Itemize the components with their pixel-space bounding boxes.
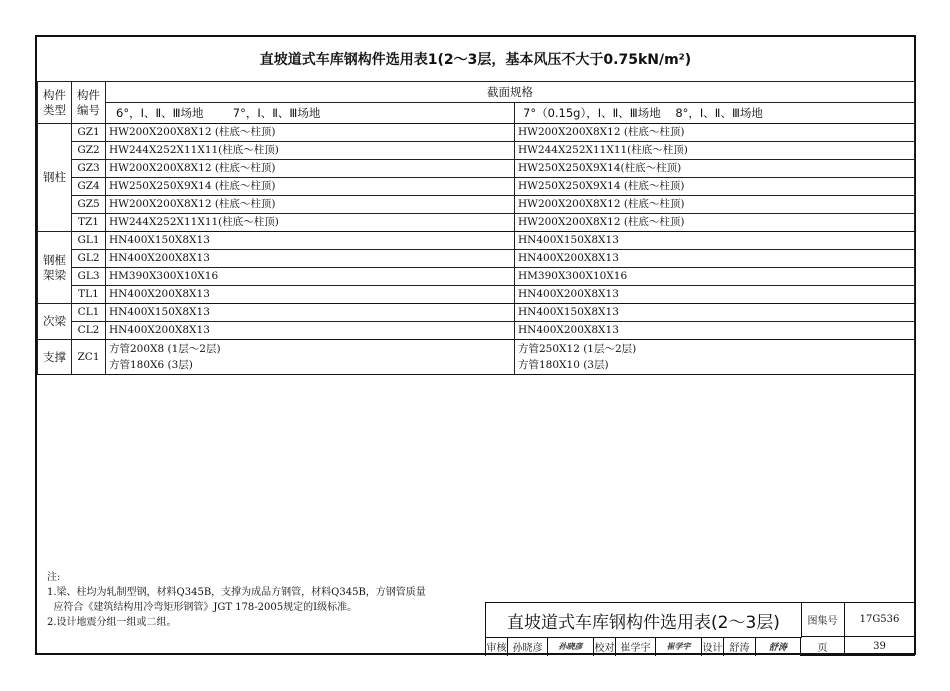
section-right-cell: HW244X252X11X11(柱底～柱顶) [515,142,915,160]
table-row [38,142,915,160]
table-row [38,286,915,304]
note-1b: 应符合《建筑结构用冷弯矩形钢管》JGT 178-2005规定的Ⅰ级标准。 [47,602,358,613]
section-right-cell: HW200X200X8X12 (柱底～柱顶) [515,196,915,214]
table-row [38,268,915,286]
title-block-title: 直坡道式车库钢构件选用表(2～3层) [486,603,802,638]
section-left-cell: HW244X252X11X11(柱底～柱顶) [106,214,515,232]
section-left-cell: HM390X300X10X16 [106,268,515,286]
member-code-cell: GZ3 [72,160,106,178]
page-label: 页 [801,637,845,656]
section-left-cell: HN400X150X8X13 [106,304,515,322]
col-type-header: 构件类型 [38,82,72,124]
member-type-cell: 支撑 [38,340,72,375]
member-code-cell: ZC1 [72,340,106,375]
table-row [38,160,915,178]
col-section-header: 截面规格 [106,82,915,103]
section-right-line-2: 方管180X10 (3层) [518,359,609,371]
section-right-cell: HW200X200X8X12 (柱底～柱顶) [515,124,915,142]
member-code-cell: TZ1 [72,214,106,232]
review-label: 审核 [486,637,508,656]
notes-label: 注: [47,572,61,583]
section-left-cell: HW200X200X8X12 (柱底～柱顶) [106,196,515,214]
section-left-line-2: 方管180X6 (3层) [109,359,193,371]
note-2: 2.设计地震分组一组或二组。 [47,617,177,628]
table-title: 直坡道式车库钢构件选用表1(2～3层，基本风压不大于0.75kN/m²) [37,37,914,82]
table-row [38,322,915,340]
atlas-number: 17G536 [845,603,915,637]
member-code-cell: GL1 [72,232,106,250]
section-left-cell: HW244X252X11X11(柱底～柱顶) [106,142,515,160]
design-label: 设计 [702,637,724,656]
steel-member-table [37,81,915,375]
section-right-cell: HW250X250X9X14(柱底～柱顶) [515,160,915,178]
section-right-line-1: 方管250X12 (1层～2层) [518,343,637,355]
section-left-line-1: 方管200X8 (1层～2层) [109,343,221,355]
member-code-cell: GL3 [72,268,106,286]
member-type-cell: 钢框架梁 [38,232,72,304]
member-code-cell: TL1 [72,286,106,304]
member-code-cell: GZ2 [72,142,106,160]
member-code-cell: GZ5 [72,196,106,214]
section-left-cell: HW200X200X8X12 (柱底～柱顶) [106,124,515,142]
table-row [38,304,915,322]
section-right-cell: HN400X200X8X13 [515,286,915,304]
member-code-cell: GZ4 [72,178,106,196]
member-code-cell: CL2 [72,322,106,340]
member-type-cell: 次梁 [38,304,72,340]
check-label: 校对 [594,637,616,656]
section-right-cell: HM390X300X10X16 [515,268,915,286]
designer-name: 舒涛 [724,637,756,656]
sub-header-right: 7°（0.15g），Ⅰ、Ⅱ、Ⅲ场地 8°，Ⅰ、Ⅱ、Ⅲ场地 [515,103,915,124]
member-code-cell: CL1 [72,304,106,322]
reviewer-signature: 孙晓彦 [548,637,594,656]
designer-signature: 舒涛 [756,637,801,656]
table-row [38,124,915,142]
checker-signature: 崔学宇 [656,637,702,656]
section-right-cell: HW200X200X8X12 (柱底～柱顶) [515,214,915,232]
note-1a: 1.梁、柱均为轧制型钢，材料Q345B，支撑为成品方钢管，材料Q345B，方钢管质量 [47,587,426,598]
section-right-cell: HW250X250X9X14 (柱底～柱顶) [515,178,915,196]
atlas-label: 图集号 [801,603,845,637]
table-row [38,232,915,250]
section-left-cell: HW200X200X8X12 (柱底～柱顶) [106,160,515,178]
section-left-cell: HN400X200X8X13 [106,250,515,268]
table-row [38,196,915,214]
table-row [38,340,915,375]
notes [47,570,426,630]
reviewer-name: 孙晓彦 [508,637,548,656]
table-row [38,214,915,232]
section-right-cell: HN400X150X8X13 [515,232,915,250]
section-left-cell: HN400X150X8X13 [106,232,515,250]
section-right-cell: HN400X200X8X13 [515,250,915,268]
section-right-cell [515,340,915,375]
sub-header-left: 6°，Ⅰ、Ⅱ、Ⅲ场地 7°，Ⅰ、Ⅱ、Ⅲ场地 [106,103,515,124]
section-left-cell [106,340,515,375]
section-left-cell: HW250X250X9X14 (柱底～柱顶) [106,178,515,196]
section-right-cell: HN400X150X8X13 [515,304,915,322]
table-row [38,250,915,268]
section-right-cell: HN400X200X8X13 [515,322,915,340]
drawing-frame [35,35,916,655]
title-block [485,602,915,656]
signature-row [486,637,801,656]
checker-name: 崔学宇 [616,637,656,656]
table-row [38,178,915,196]
section-left-cell: HN400X200X8X13 [106,322,515,340]
section-left-cell: HN400X200X8X13 [106,286,515,304]
member-code-cell: GZ1 [72,124,106,142]
member-type-cell: 钢柱 [38,124,72,232]
page-number: 39 [845,637,915,656]
member-code-cell: GL2 [72,250,106,268]
col-code-header: 构件编号 [72,82,106,124]
